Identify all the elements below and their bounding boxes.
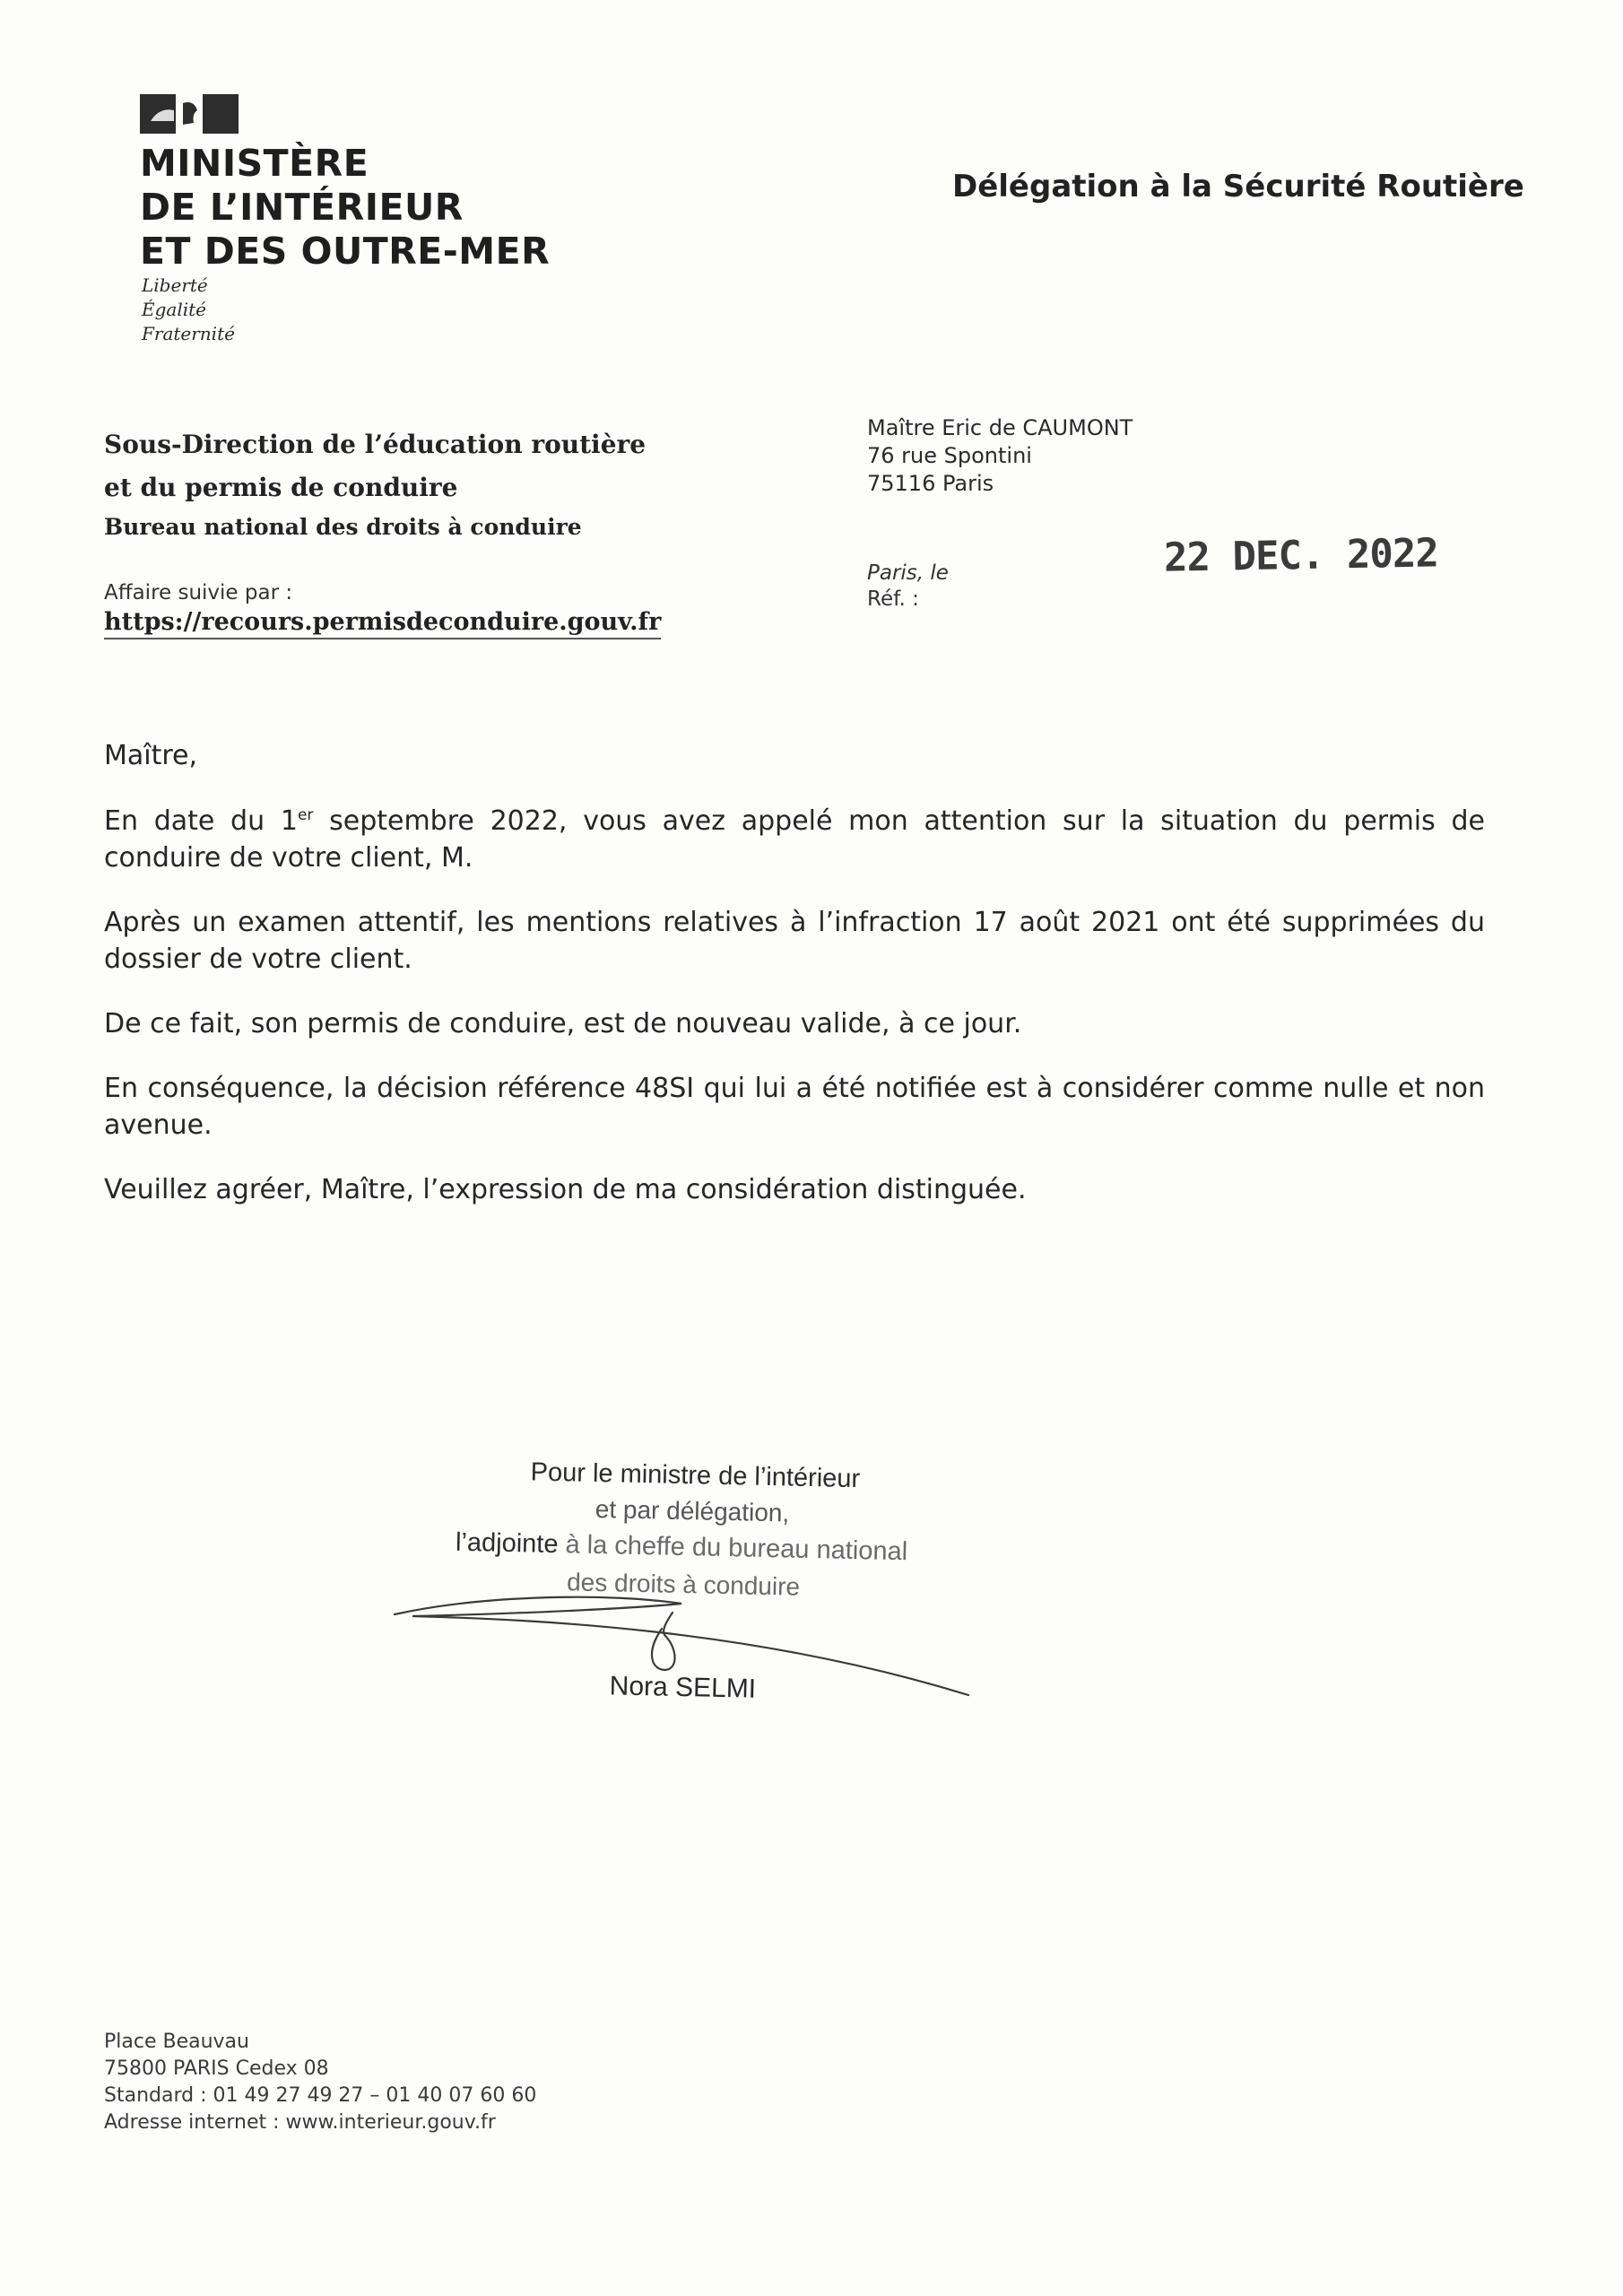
- ministry-line: MINISTÈRE: [140, 142, 369, 185]
- place-label: Paris, le: [867, 561, 949, 585]
- body-paragraph: En conséquence, la décision référence 48SI qui lui a été notifiée est à considérer comme nulle et non avenue.: [104, 1073, 1485, 1141]
- signature-block: [448, 1457, 1004, 1704]
- sender-line: et du permis de conduire: [104, 473, 458, 502]
- signature-line: Pour le ministre de l’intérieur: [530, 1457, 861, 1494]
- ministry-line: ET DES OUTRE-MER: [140, 230, 551, 273]
- followed-by-link[interactable]: https://recours.permisdeconduire.gouv.fr: [104, 608, 661, 639]
- motto-line: Fraternité: [142, 323, 235, 344]
- recipient-street: 76 rue Spontini: [867, 443, 1032, 468]
- body-paragraph: De ce fait, son permis de conduire, est de nouveau valide, à ce jour.: [104, 1008, 1022, 1039]
- signature-text-span: l’adjointe: [455, 1527, 559, 1560]
- ministry-name: [140, 142, 550, 274]
- recipient-city: 75116 Paris: [867, 471, 994, 496]
- footer-address: [104, 2029, 536, 2136]
- body-text-span: septembre 2022, vous avez appelé mon attention sur la situation du permis de conduire de votre client, M.: [104, 805, 1485, 874]
- signature-line: et par délégation,: [595, 1494, 790, 1527]
- date-stamp: 22 DEC. 2022: [1163, 530, 1439, 581]
- ministry-line: DE L’INTÉRIEUR: [140, 186, 464, 229]
- motto-line: Égalité: [142, 299, 206, 320]
- body-text-span: En date du 1: [104, 805, 298, 837]
- closing-formula: Veuillez agréer, Maître, l’expression de ma considération distinguée.: [104, 1174, 1027, 1205]
- place-and-ref: [867, 561, 949, 613]
- footer-phone: Standard : 01 49 27 49 27 – 01 40 07 60 60: [104, 2084, 537, 2107]
- recipient-address: [867, 414, 1133, 498]
- footer-line: Place Beauvau: [104, 2031, 249, 2053]
- marianne-logo-icon: [140, 94, 239, 134]
- signature-line: [456, 1528, 908, 1568]
- republic-motto: [142, 274, 235, 346]
- signature-text-span: à la cheffe du bureau national: [558, 1530, 908, 1567]
- delegation-title: Délégation à la Sécurité Routière: [952, 169, 1524, 204]
- footer-line: 75800 PARIS Cedex 08: [104, 2057, 329, 2080]
- signature-line: des droits à conduire: [566, 1568, 801, 1601]
- sender-bureau: Bureau national des droits à conduire: [104, 514, 582, 540]
- recipient-name: Maître Eric de CAUMONT: [867, 415, 1133, 440]
- salutation: Maître,: [104, 740, 198, 771]
- sender-line: Sous-Direction de l’éducation routière: [104, 430, 647, 459]
- letter-body: [104, 737, 1485, 1236]
- footer-website: Adresse internet : www.interieur.gouv.fr: [104, 2111, 496, 2134]
- motto-line: Liberté: [142, 274, 208, 296]
- body-paragraph: Après un examen attentif, les mentions relatives à l’infraction 17 août 2021 ont été supprimées du dossier de votre client.: [104, 907, 1485, 975]
- signatory-name: Nora SELMI: [609, 1671, 757, 1704]
- superscript: er: [297, 806, 314, 824]
- body-paragraph: [104, 803, 1485, 876]
- followed-by-label: Affaire suivie par :: [104, 581, 293, 604]
- handwritten-signature-icon: [377, 1577, 986, 1720]
- sender-block: [104, 423, 646, 545]
- reference-label: Réf. :: [867, 587, 919, 611]
